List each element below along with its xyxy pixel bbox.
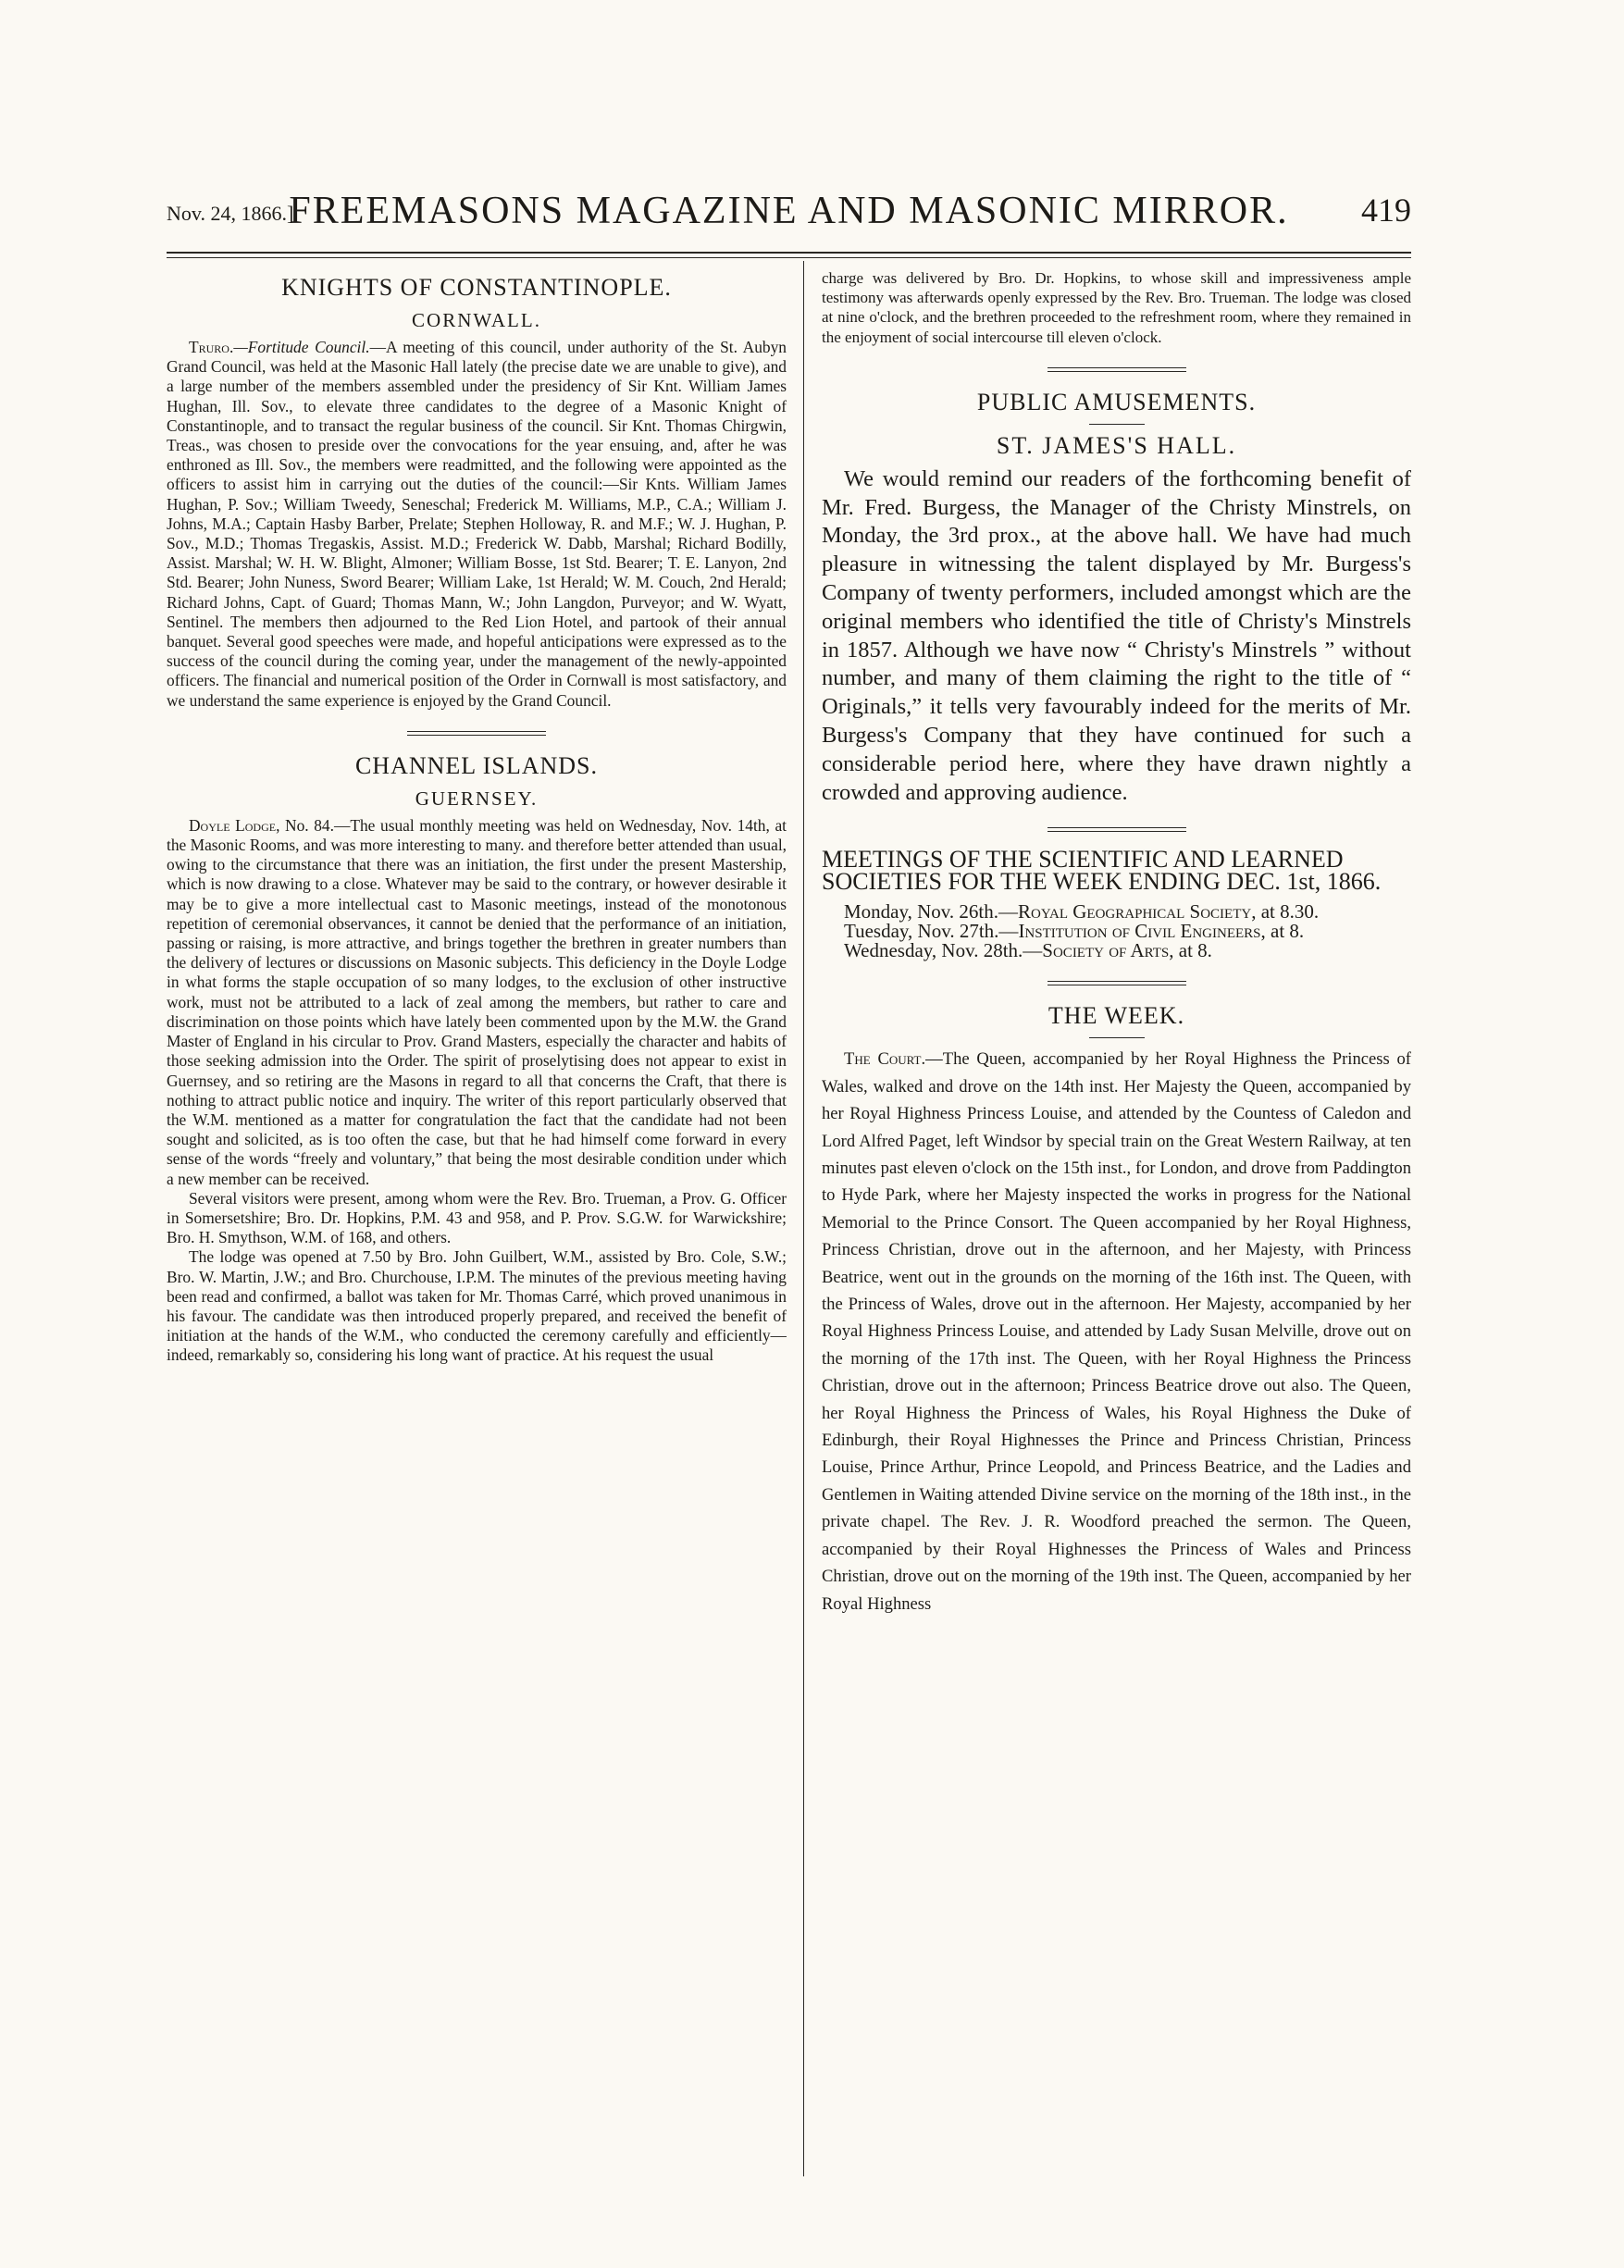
meetings-title: MEETINGS OF THE SCIENTIFIC AND LEARNED SOCIETIES FOR THE WEEK ENDING DEC. 1st, 1866. [822,846,1382,896]
channel-region: GUERNSEY. [415,787,539,810]
week-body [822,1046,1411,1617]
meeting-society: Society of Arts, [1042,939,1174,962]
knights-lead-place: Truro. [189,338,234,356]
meeting-item [822,922,1411,941]
issue-date: Nov. 24, 1866.] [167,202,294,225]
knights-body: —A meeting of this council, under authority of the St. Aubyn Grand Council, was held at the Masonic Hall lately (the precise date we are unable to give), and a large number of the members assembled under the presidency of Sir Knt. William James Hughan, Ill. Sov., to elevate three candidates to the degree of a Masonic Knight of Constantinople, and to transact the regular business of the council. Sir Knt. Thomas Chirgwin, Treas., was chosen to preside over the convocations for the year ensuing, and, after he was enthroned as Ill. Sov., the members were readmitted, and the following were appointed as the officers to assist him in carrying out the duties of the council:—Sir Knts. William James Hughan, P. Sov.; William Tweedy, Seneschal; Frederick M. Williams, M.P., C.A.; William J. Johns, M.A.; Captain Hasby Barber, Prelate; Stephen Holloway, R. and M.F.; W. J. Hughan, P. Sov., M.D.; Thomas Tregaskis, Assist. M.D.; Frederick W. Dabb, Marshal; Richard Bodilly, Assist. Marshal; W. H. W. Blight, Almoner; William Bosse, 1st Std. Bearer; T. E. Lanyon, 2nd Std. Bearer; John Nuness, Sword Bearer; William Lake, 1st Herald; W. M. Couch, 2nd Herald; Richard Johns, Capt. of Guard; Thomas Mann, W.; John Langdon, Purveyor; and W. Wyatt, Sentinel. The members then adjourned to the Red Lion Hotel, and partook of their annual banquet. Several good speeches were made, and hopeful anticipations were expressed as to the success of the council during the coming year, under the management of the newly-appointed officers. The financial and numerical position of the Order in Cornwall is most satisfactory, and we understand the same experience is enjoyed by the Grand Council. [167,338,787,710]
section-rule [1048,981,1186,982]
meeting-day: Wednesday, Nov. 28th.— [844,939,1043,962]
knights-article [167,338,787,711]
week-title: THE WEEK. [1048,1002,1185,1030]
week-text: —The Queen, accompanied by her Royal Highness the Princess of Wales, walked and drove on the 14th inst. Her Majesty the Queen, accompanied by her Royal Highness Princess Louise, and attended by the Countess of Caledon and Lord Alfred Paget, left Windsor by special train on the Great Western Railway, at ten minutes past eleven o'clock on the 15th inst., for London, and drove from Paddington to Hyde Park, where her Majesty inspected the works in progress for the National Memorial to the Prince Consort. The Queen accompanied by her Royal Highness, Princess Christian, drove out in the afternoon, and her Majesty, with Princess Beatrice, went out in the grounds on the morning of the 16th inst. The Queen, with the Princess of Wales, drove out in the afternoon. Her Majesty, accompanied by her Royal Highness Princess Louise, and attended by Lady Susan Melville, drove out on the morning of the 17th inst. The Queen, with her Royal Highness the Princess Christian, drove out in the afternoon; Princess Beatrice drove out also. The Queen, her Royal Highness the Princess of Wales, his Royal Highness the Duke of Edinburgh, their Royal Highnesses the Prince and Princess Christian, Princess Louise, Prince Arthur, Prince Leopold, and Princess Beatrice, and the Ladies and Gentlemen in Waiting attended Divine service on the morning of the 18th inst., in the private chapel. The Rev. J. R. Woodford preached the sermon. The Queen, accompanied by their Royal Highnesses the Princess of Wales and Princess Christian, drove out on the morning of the 19th inst. The Queen, accompanied by her Royal Highness [822,1049,1411,1614]
amusements-title: PUBLIC AMUSEMENTS. [976,388,1257,415]
week-lead: The Court. [844,1049,926,1070]
column-divider [803,261,804,2176]
section-rule [1048,367,1186,368]
section-rule [1048,827,1186,828]
title-underline [1089,1037,1145,1038]
channel-paragraph-1 [167,816,787,1189]
channel-paragraph-4: charge was delivered by Bro. Dr. Hopkins, to whose skill and impressiveness ample testimony was afterwards openly expressed by the Rev. Bro. Trueman. The lodge was closed at nine o'clock, and the brethren proceeded to the refreshment room, where they remained in the enjoyment of social intercourse till eleven o'clock. [822,269,1411,346]
magazine-title: FREEMASONS MAGAZINE AND MASONIC MIRROR. [289,190,1289,232]
title-underline [1089,424,1145,425]
knights-lead-council: —Fortitude Council. [233,338,370,356]
meeting-day: Monday, Nov. 26th.— [844,900,1019,923]
amusements-body: We would remind our readers of the forthcoming benefit of Mr. Fred. Burgess, the Manager of the Christy Minstrels, on Monday, the 3rd prox., at the above hall. We have had much pleasure in witnessing the talent displayed by Mr. Burgess's Company of twenty performers, included amongst which are the original members who identified the title of Christy's Minstrels in 1857. Although we have now “ Christy's Minstrels ” without number, and many of them claiming the right to the title of “ Originals,” it tells very favourably indeed for the merits of Mr. Burgess's Company that they have continued for such a considerable period here, where they have drawn nightly a crowded and approving audience. [822,465,1411,805]
meeting-time: at 8. [1271,920,1305,943]
section-rule [407,731,546,732]
right-column [822,268,1411,2193]
amusements-venue: ST. JAMES'S HALL. [996,431,1237,459]
page-header [167,183,1411,239]
channel-lead: Doyle Lodge, [189,815,280,835]
section-rule [1048,371,1186,372]
channel-paragraph-3: The lodge was opened at 7.50 by Bro. John Guilbert, W.M., assisted by Bro. Cole, S.W.; Bro. W. Martin, J.W.; and Bro. Churchouse, I.P.M. The minutes of the previous meeting having been read and confirmed, a ballot was taken for Mr. Thomas Carré, which proved unanimous in his favour. The candidate was then introduced properly prepared, and received the benefit of initiation at the hands of the W.M., who conducted the ceremony carefully and efficiently—indeed, remarkably so, considering his long want of practice. At his request the usual [167,1247,787,1365]
meeting-day: Tuesday, Nov. 27th.— [844,920,1019,943]
channel-title: CHANNEL ISLANDS. [354,751,599,779]
channel-p1: No. 84.—The usual monthly meeting was held on Wednesday, Nov. 14th, at the Masonic Rooms, and was more interesting to many. and therefore better attended than usual, owing to the circumstance that there was an initiation, the first under the present Mastership, which is now drawing to a close. Whatever may be said to the contrary, or however desirable it may be to give a more intellectual cast to Masonic meetings, instead of the monotonous repetition of ceremonial observances, it cannot be denied that the performance of an initiation, passing or raising, is more attractive, and brings together the brethren in greater numbers than the delivery of lectures or discussions on Masonic subjects. This deficiency in the Doyle Lodge in what forms the staple occupation of so many lodges, to the exclusion of other instructive work, must not be attributed to a lack of zeal among the members, but rather to care and discrimination on those points which have lately been commented upon by the M.W. the Grand Master of England in his circular to Prov. Grand Masters, especially the character and habits of those seeking admission into the Order. The spirit of proselytising does not appear to exist in Guernsey, and so retiring are the Masons in regard to all that concerns the Craft, that there is nothing to attract public notice and inquiry. The writer of this report particularly observed that the W.M. mentioned as a matter for congratulation the fact that the candidate had not been sought and solicited, as is too often the case, but that he had himself come forward in every sense of the words “freely and voluntary,” that being the most desirable condition under which a new member can be received. [167,815,787,1188]
knights-region: CORNWALL. [412,309,541,331]
left-column [167,268,787,2193]
meeting-item [822,941,1411,960]
header-rule-thin [167,257,1411,258]
meeting-society: Institution of Civil Engineers, [1018,920,1266,943]
section-rule [1048,831,1186,832]
header-rule [167,252,1411,254]
channel-paragraph-2: Several visitors were present, among whom were the Rev. Bro. Trueman, a Prov. G. Officer in Somersetshire; Bro. Dr. Hopkins, P.M. 43 and 958, and P. Prov. S.G.W. for Warwickshire; Bro. H. Smythson, W.M. of 168, and others. [167,1188,787,1247]
meeting-item [822,902,1411,922]
page-number: 419 [1361,192,1411,229]
section-rule [407,735,546,736]
meeting-time: at 8.30. [1260,900,1320,923]
knights-title: KNIGHTS OF CONSTANTINOPLE. [281,274,672,301]
meeting-time: at 8. [1178,939,1212,962]
meeting-society: Royal Geographical Society, [1018,900,1257,923]
